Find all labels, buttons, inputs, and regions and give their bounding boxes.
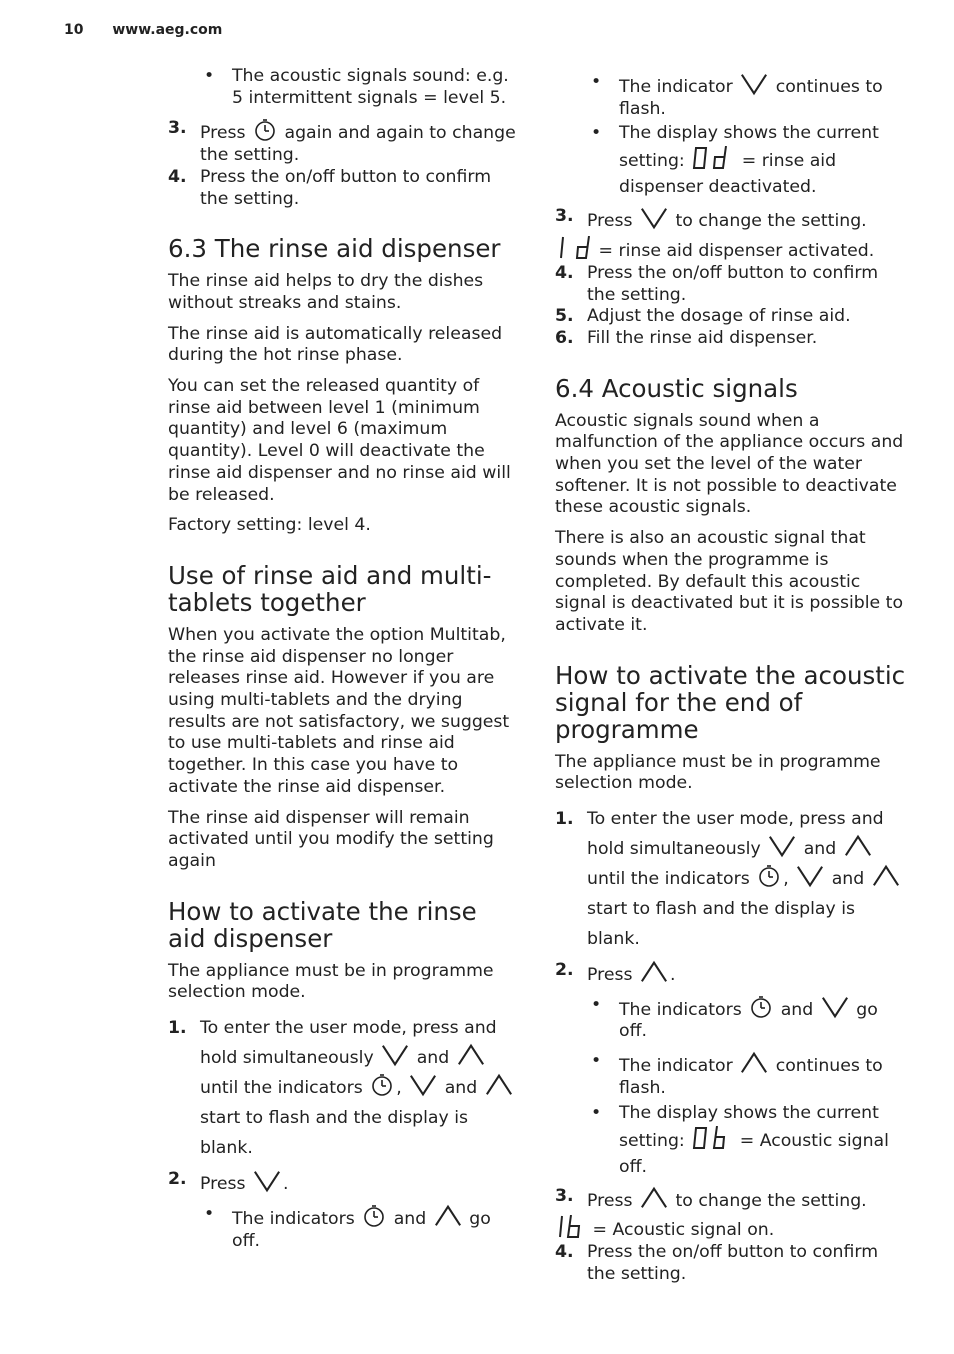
paragraph: The rinse aid helps to dry the dishes without streaks and stains. <box>168 271 484 313</box>
display-0b-icon <box>692 1126 732 1150</box>
left-column <box>168 66 520 1252</box>
display-note: = Acoustic signal on. <box>555 1215 907 1242</box>
step-2: 2. Press . <box>168 1169 289 1195</box>
paragraph: Acoustic signals sound when a malfunction of the appliance occurs and when you set the level of the water softener. It is not possible to deactivate these acoustic signals. <box>555 410 904 518</box>
list-item: • The acoustic signals sound: e.g. 5 intermittent signals = level 5. <box>204 66 509 108</box>
step-2: 2. Press . <box>555 960 676 986</box>
list-item: • The indicators and go off. <box>204 1203 491 1251</box>
subheading-activate-rinse-aid: How to activate the rinse aid dispenser <box>168 896 477 953</box>
step-3: 3. Press again and again to change the setting. <box>168 118 516 166</box>
step-3: 3. Press to change the setting. <box>555 1185 867 1211</box>
clock-icon <box>757 864 781 888</box>
display-1b-icon <box>557 1215 585 1239</box>
clock-icon <box>370 1073 394 1097</box>
step-3: 3. Press to change the setting. <box>555 206 867 232</box>
paragraph: You can set the released quantity of rinse aid between level 1 (minimum quantity) and level 6 (maximum quantity). Level 0 will deactivate the rinse aid dispenser and no rinse aid will be released. <box>168 376 511 505</box>
display-note: = rinse aid dispenser activated. <box>555 236 907 263</box>
list-item: • The indicator continues to flash. <box>591 1051 883 1098</box>
paragraph: The appliance must be in programme selection mode. <box>555 751 881 794</box>
display-1d-icon <box>557 236 591 260</box>
paragraph: The rinse aid dispenser will remain activated until you modify the setting again <box>168 807 494 871</box>
paragraph: The appliance must be in programme selection mode. <box>168 960 494 1003</box>
chevron-down-icon <box>768 834 796 858</box>
chevron-down-icon <box>640 206 668 230</box>
step-1: 1. To enter the user mode, press and hold simultaneously and until the indicators , and start to flash and the display is blank. <box>555 804 907 954</box>
chevron-up-icon <box>872 864 900 888</box>
chevron-up-icon <box>434 1204 462 1228</box>
list-item: • The display shows the current setting: = rinse aid dispenser deactivated. <box>591 123 879 198</box>
subheading-multitablets: Use of rinse aid and multi-tablets together <box>168 560 492 617</box>
chevron-down-icon <box>381 1043 409 1067</box>
step-4: 4. Press the on/off button to confirm the setting. <box>555 1241 879 1284</box>
step-4: 4. Press the on/off button to confirm the setting. <box>168 166 492 209</box>
list-item: • The indicator continues to flash. <box>591 72 883 119</box>
chevron-down-icon <box>821 995 849 1019</box>
chevron-down-icon <box>253 1169 281 1193</box>
clock-icon <box>749 995 773 1019</box>
site-url: www.aeg.com <box>112 22 223 38</box>
chevron-up-icon <box>640 960 668 984</box>
paragraph: Factory setting: level 4. <box>168 515 371 536</box>
paragraph: The rinse aid is automatically released during the hot rinse phase. <box>168 323 503 366</box>
clock-icon <box>253 118 277 142</box>
list-item: • The indicators and go off. <box>591 994 878 1042</box>
chevron-down-icon <box>796 864 824 888</box>
chevron-up-icon <box>457 1043 485 1067</box>
list-item: • The display shows the current setting: = Acoustic signal off. <box>591 1102 889 1177</box>
chevron-up-icon <box>844 834 872 858</box>
chevron-up-icon <box>485 1073 513 1097</box>
display-0d-icon <box>692 146 734 170</box>
page-number: 10 <box>64 22 84 38</box>
step-4: 4. Press the on/off button to confirm the setting. <box>555 262 879 305</box>
page-header <box>64 22 222 38</box>
right-column <box>555 66 907 1285</box>
paragraph: When you activate the option Multitab, the rinse aid dispenser no longer releases rinse aid. However if you are using multi-tablets and the drying results are not satisfactory, we suggest to use multi-tablets and rinse aid together. In this case you have to activate the rinse aid dispenser. <box>168 624 510 797</box>
step-1: 1. To enter the user mode, press and hold simultaneously and until the indicators , and start to flash and the display is blank. <box>168 1013 520 1163</box>
chevron-down-icon <box>740 72 768 96</box>
subheading-activate-acoustic: How to activate the acoustic signal for the end of programme <box>555 660 906 744</box>
section-heading-rinse-aid: 6.3 The rinse aid dispenser <box>168 234 501 264</box>
chevron-down-icon <box>409 1073 437 1097</box>
step-6: 6. Fill the rinse aid dispenser. <box>555 327 818 348</box>
section-heading-acoustic: 6.4 Acoustic signals <box>555 373 798 403</box>
step-5: 5. Adjust the dosage of rinse aid. <box>555 306 851 327</box>
clock-icon <box>362 1204 386 1228</box>
chevron-up-icon <box>740 1051 768 1075</box>
paragraph: There is also an acoustic signal that sounds when the programme is completed. By default this acoustic signal is deactivated but it is possible to activate it. <box>555 528 904 635</box>
chevron-up-icon <box>640 1186 668 1210</box>
